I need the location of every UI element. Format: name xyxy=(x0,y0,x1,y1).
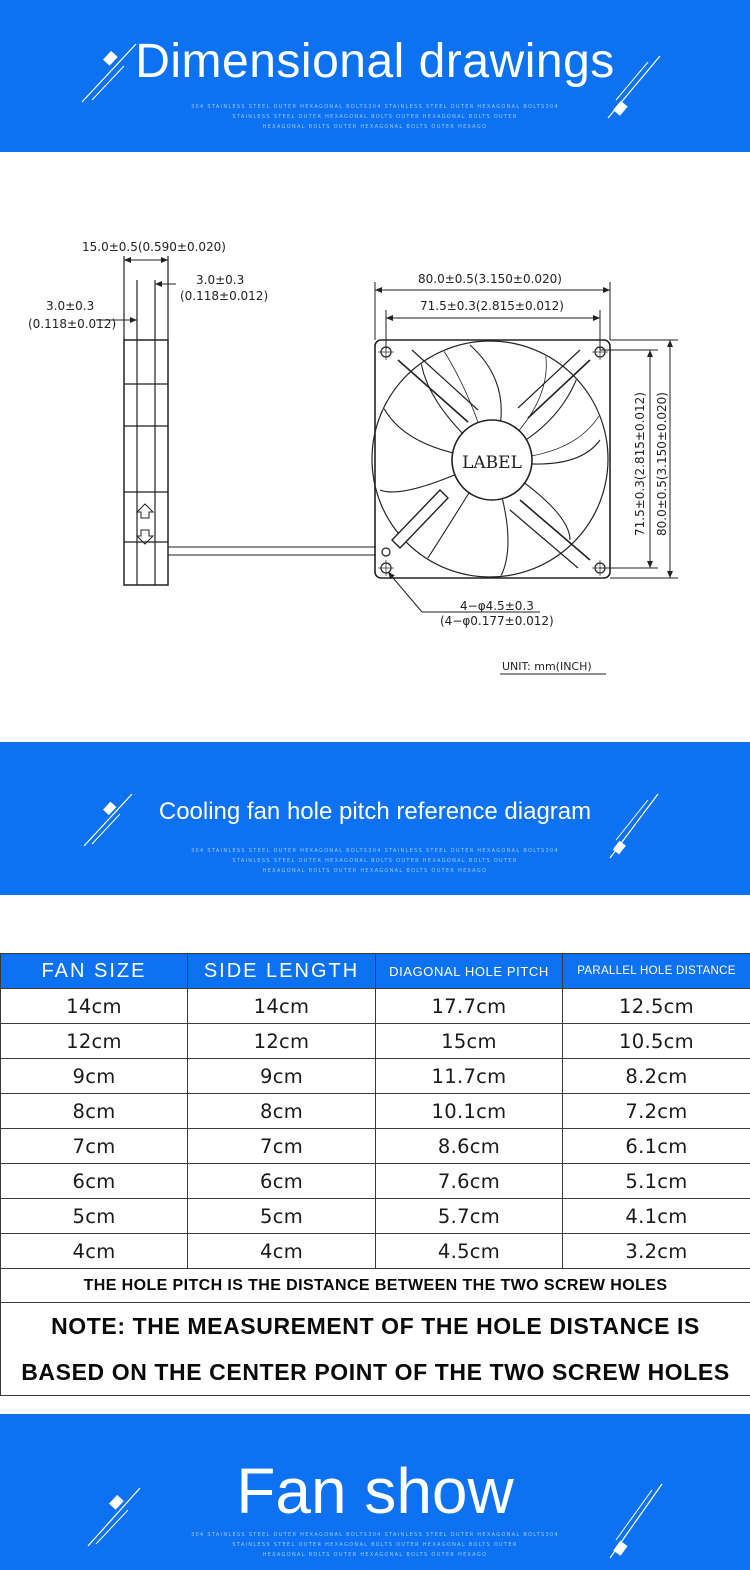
header-microtext: 304 STAINLESS STEEL OUTER HEXAGONAL BOLTS304 STAINLESS STEEL OUTER HEXAGONAL BOLTS304 STAINLESS STEEL OUTER HEXAGONAL BOLTS OUTER HEXAGONAL BOLTS OUTER HEXAGONAL BOLTS OUTER HEXAGONAL BOLTS OUTER HEXAGO xyxy=(191,104,559,130)
cell-fan-size: 7cm xyxy=(1,1129,188,1164)
cell-diagonal-pitch: 8.6cm xyxy=(376,1129,563,1164)
table-note-row xyxy=(1,1269,750,1303)
screw-right-icon xyxy=(604,52,664,122)
screw-right-icon xyxy=(606,1480,666,1562)
cell-parallel-distance: 10.5cm xyxy=(563,1024,750,1059)
cell-side-length: 6cm xyxy=(188,1164,376,1199)
footer-title: Fan show xyxy=(236,1455,514,1527)
fan-side-view xyxy=(96,256,376,585)
table-row xyxy=(1,1234,750,1269)
table-row xyxy=(1,1164,750,1199)
cell-parallel-distance: 7.2cm xyxy=(563,1094,750,1129)
col-header-diagonal-pitch: DIAGONAL HOLE PITCH xyxy=(376,954,563,989)
cell-diagonal-pitch: 15cm xyxy=(376,1024,563,1059)
cell-fan-size: 8cm xyxy=(1,1094,188,1129)
dimensional-drawing xyxy=(0,200,750,700)
side-left-dim-inch: (0.118±0.012) xyxy=(28,317,117,331)
cell-fan-size: 14cm xyxy=(1,989,188,1024)
col-header-parallel-distance: PARALLEL HOLE DISTANCE xyxy=(563,954,750,989)
cell-parallel-distance: 4.1cm xyxy=(563,1199,750,1234)
cell-side-length: 7cm xyxy=(188,1129,376,1164)
table-row xyxy=(1,1024,750,1059)
unit-note: UNIT: mm(INCH) xyxy=(502,660,592,673)
cell-side-length: 4cm xyxy=(188,1234,376,1269)
height-pitch-dim: 71.5±0.3(2.815±0.012) xyxy=(633,392,647,536)
table-row xyxy=(1,1199,750,1234)
cell-side-length: 8cm xyxy=(188,1094,376,1129)
side-left-dim-mm: 3.0±0.3 xyxy=(46,299,95,313)
cell-diagonal-pitch: 17.7cm xyxy=(376,989,563,1024)
page-title: Dimensional drawings xyxy=(135,35,615,88)
table-header-row xyxy=(1,954,750,989)
hole-dim-inch: (4−φ0.177±0.012) xyxy=(440,614,554,628)
section-microtext: 304 STAINLESS STEEL OUTER HEXAGONAL BOLTS304 STAINLESS STEEL OUTER HEXAGONAL BOLTS304 STAINLESS STEEL OUTER HEXAGONAL BOLTS OUTER HEXAGONAL BOLTS OUTER HEXAGONAL BOLTS OUTER HEXAGONAL BOLTS OUTER HEXAGO xyxy=(191,848,559,874)
cell-diagonal-pitch: 4.5cm xyxy=(376,1234,563,1269)
section-banner xyxy=(0,742,750,895)
table-row xyxy=(1,989,750,1024)
height-total-dim: 80.0±0.5(3.150±0.020) xyxy=(655,392,669,536)
table-row xyxy=(1,1094,750,1129)
cell-parallel-distance: 8.2cm xyxy=(563,1059,750,1094)
hole-pitch-table xyxy=(0,953,750,1396)
hub-label: LABEL xyxy=(462,453,522,473)
table-note-row xyxy=(1,1303,750,1396)
measurement-note-line-1: NOTE: THE MEASUREMENT OF THE HOLE DISTANCE IS xyxy=(51,1313,700,1339)
cell-parallel-distance: 6.1cm xyxy=(563,1129,750,1164)
cell-diagonal-pitch: 7.6cm xyxy=(376,1164,563,1199)
hole-dim-mm: 4−φ4.5±0.3 xyxy=(460,599,534,613)
cell-fan-size: 12cm xyxy=(1,1024,188,1059)
cell-parallel-distance: 12.5cm xyxy=(563,989,750,1024)
col-header-side-length: SIDE LENGTH xyxy=(188,954,376,989)
cell-side-length: 5cm xyxy=(188,1199,376,1234)
table-row xyxy=(1,1129,750,1164)
side-total-dim: 15.0±0.5(0.590±0.020) xyxy=(82,240,226,254)
side-right-dim-inch: (0.118±0.012) xyxy=(180,289,269,303)
cell-diagonal-pitch: 10.1cm xyxy=(376,1094,563,1129)
cell-diagonal-pitch: 11.7cm xyxy=(376,1059,563,1094)
cell-side-length: 12cm xyxy=(188,1024,376,1059)
side-right-dim-mm: 3.0±0.3 xyxy=(196,273,245,287)
footer-microtext: 304 STAINLESS STEEL OUTER HEXAGONAL BOLTS304 STAINLESS STEEL OUTER HEXAGONAL BOLTS304 STAINLESS STEEL OUTER HEXAGONAL BOLTS OUTER HEXAGONAL BOLTS OUTER HEXAGONAL BOLTS OUTER HEXAGONAL BOLTS OUTER HEXAGO xyxy=(191,1532,559,1558)
screw-right-icon xyxy=(606,790,662,862)
cell-side-length: 9cm xyxy=(188,1059,376,1094)
cell-parallel-distance: 5.1cm xyxy=(563,1164,750,1199)
width-total-dim: 80.0±0.5(3.150±0.020) xyxy=(418,272,562,286)
cell-fan-size: 6cm xyxy=(1,1164,188,1199)
width-pitch-dim: 71.5±0.3(2.815±0.012) xyxy=(420,299,564,313)
cell-parallel-distance: 3.2cm xyxy=(563,1234,750,1269)
cell-diagonal-pitch: 5.7cm xyxy=(376,1199,563,1234)
footer-banner xyxy=(0,1414,750,1570)
section-title: Cooling fan hole pitch reference diagram xyxy=(158,798,592,825)
cell-fan-size: 4cm xyxy=(1,1234,188,1269)
cell-fan-size: 5cm xyxy=(1,1199,188,1234)
table-row xyxy=(1,1059,750,1094)
hole-pitch-definition: THE HOLE PITCH IS THE DISTANCE BETWEEN THE TWO SCREW HOLES xyxy=(1,1269,750,1303)
cell-side-length: 14cm xyxy=(188,989,376,1024)
measurement-note-line-2: BASED ON THE CENTER POINT OF THE TWO SCREW HOLES xyxy=(21,1359,730,1385)
measurement-note xyxy=(1,1303,750,1396)
col-header-fan-size: FAN SIZE xyxy=(1,954,188,989)
cell-fan-size: 9cm xyxy=(1,1059,188,1094)
header-banner xyxy=(0,0,750,152)
